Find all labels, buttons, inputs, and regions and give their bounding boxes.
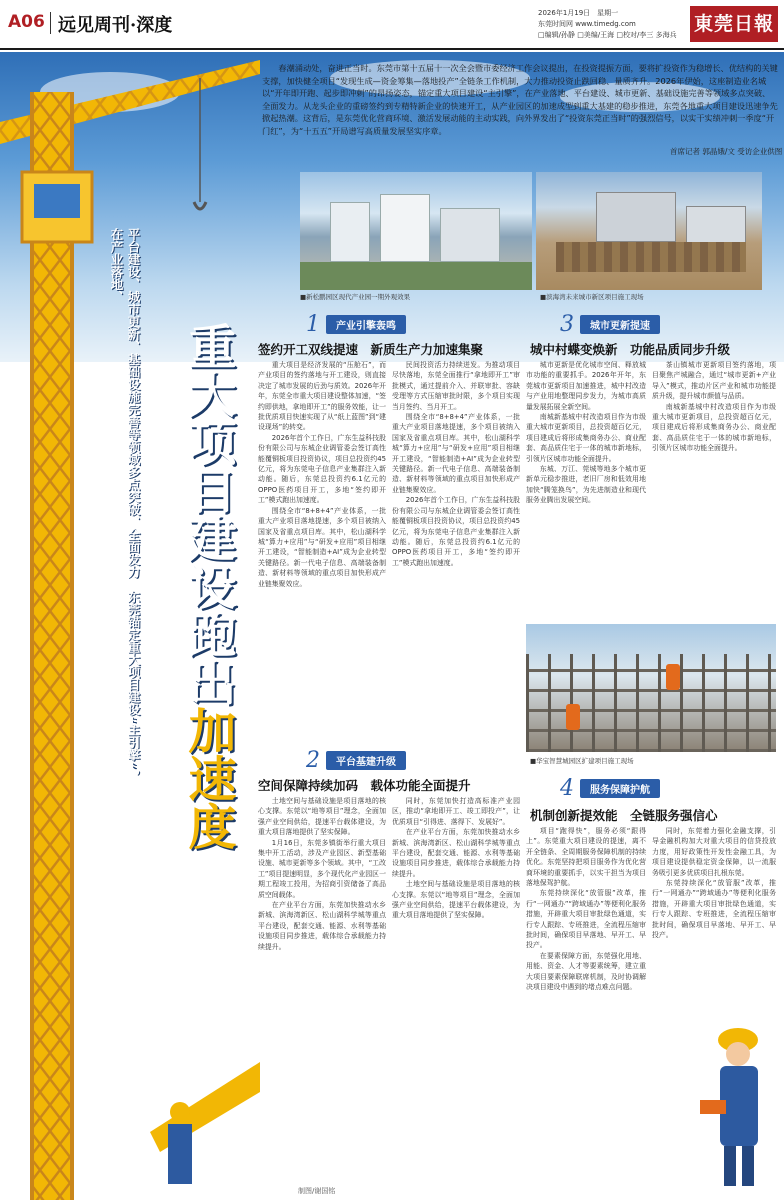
section-number: 4 [560,776,574,801]
steel-beam [150,1062,260,1152]
illustration-credit: 制图/谢国铭 [298,1187,336,1195]
section-number: 3 [560,312,574,337]
crane-window [34,184,80,218]
article-paragraph: 南城新基城中村改造项目作为市级重大城市更新项目，总投资超百亿元，项目建成后将形成集商务办公、商业配套、高品质住宅于一体的城市新地标，引领片区城市功能全面提升。 [652,402,776,453]
article-paragraph: 南城新基城中村改造项目作为市级重大城市更新项目，总投资超百亿元，项目建成后将形成集商务办公、商业配套、高品质住宅于一体的城市新地标，引领片区城市功能全面提升。 [526,413,646,463]
article-paragraph: 在要素保障方面，东莞强化用地、用能、资金、人才等要素统筹，建立重大项目要素保障联席机制，及时协调解决项目建设中遇到的堵点难点问题。 [526,951,646,992]
article-column-4b [652,826,776,1026]
section-heading-2 [306,748,406,773]
article-paragraph: 同时，东莞着力强化金融支撑，引导金融机构加大对重大项目的信贷投放力度，用好政策性开发性金融工具，为项目建设提供稳定资金保障，以一流服务吸引更多优质项目扎根东莞。 [652,827,776,877]
section-label: 平台基建升级 [326,751,406,770]
issue-meta [538,8,688,41]
article-paragraph: 民间投资活力持续迸发。为推动项目尽快落地，东莞全面推行“拿地即开工”审批模式，通过提前介入、并联审批、容缺受理等方式压缩审批时限，多个项目实现当月签约、当月开工。 [392,361,520,411]
section-label: 城市更新提速 [580,315,660,334]
photo-caption: ■滨海湾未来城市新区项目施工现场 [540,293,644,301]
article-paragraph: 东莞持续深化“放管服”改革，推行“一网通办”“跨域通办”等便利化服务措施，开辟重大项目审批绿色通道，实行专人跟踪、专班推进，全流程压缩审批时间，确保项目早落地、早开工、早投产。 [526,889,646,950]
section-title-2: 空间保障持续加码 载体功能全面提升 [258,778,471,793]
article-paragraph: 东莞持续深化“放管服”改革，推行“一网通办”“跨域通办”等便利化服务措施，开辟重大项目审批绿色通道，实行专人跟踪、专班推进，全流程压缩审批时间，确保项目早落地、早开工、早投产。 [652,879,776,940]
worker-hardhat-icon [170,1102,190,1122]
article-paragraph: 项目“跑得快”，服务必须“跟得上”。东莞重大项目建设的提速，离不开全链条、全周期服务保障机制的持续优化。东莞坚持把项目服务作为优化营商环境的重要抓手，以实干担当为项目落地保驾护航。 [526,827,646,888]
worker-illustration [690,1020,780,1190]
newspaper-logo: 東莞日報 [690,6,778,42]
section-title-3: 城中村蝶变焕新 功能品质同步升级 [530,342,731,357]
photo-caption: ■华宝智慧城园区扩建项目施工现场 [530,757,634,765]
page-number: A06 [8,12,45,32]
photo-caption: ■新松鹏园区现代产业园一期外观效果 [300,293,411,301]
photo-construction-site [536,172,762,290]
article-paragraph: 1月16日，东莞多镇街举行重大项目集中开工活动，涉及产业园区、新型基础设施、城市更新等多个领域。其中，“工改工”项目提速明显，多个现代化产业园区一期工程竣工投用，为招商引资储备了高品质空间载体。 [258,838,386,899]
article-paragraph: 在产业平台方面，东莞加快推动水乡新城、滨海湾新区、松山湖科学城等重点平台建设，配套交通、能源、水利等基础设施项目同步推进，载体综合承载能力持续提升。 [258,901,386,951]
article-paragraph: 土地空间与基础设施是项目落地的核心支撑。东莞以“地等项目”理念，全面加强产业空间供给，提速平台载体建设，为重大项目落地提供了坚实保障。 [392,880,520,920]
article-paragraph: 围绕全市“8+8+4”产业体系，一批重大产业项目落地提速，多个项目被纳入国家及省重点项目库。其中，松山湖科学城“算力+应用”与“研发+应用”项目相继开工建设，“智能制造+AI”成为企业转型关键路径。新一代电子信息、高端装备制造、新材料等领域的重点项目加快形成产业链集聚效应。 [258,506,386,588]
section-heading-1 [306,312,406,337]
photo-industrial-park [300,172,532,290]
header-divider [50,12,51,34]
article-column-3b [652,360,776,620]
headline-accent: 加速度 [180,706,236,850]
article-paragraph: 城市更新是优化城市空间、释放城市功能的重要抓手。2026年开年，东莞城市更新项目加速推进，城中村改造与产业用地整理同步发力，为城市高质量发展拓展全新空间。 [526,361,646,411]
feature-headline [170,322,234,850]
section-title-4: 机制创新提效能 全链服务强信心 [530,808,718,823]
hook-icon [194,202,206,209]
byline: 首席记者 郭晶娥/文 受访企业供图 [670,147,783,156]
section-heading-3 [560,312,660,337]
section-title: 远见周刊·深度 [58,15,173,36]
lead-paragraph: 春潮涌动处，奋进正当时。东莞市第十五届十一次全会暨市委经济工作会议提出，在投资提振方面，要将扩投资作为稳增长、优结构的关键支撑，加快健全项目“发现生成—资金筹集—落地投产”全链条工作机制，大力推动投资止跌回稳、量质齐升。2026年伊始，这座制造业名城以“开年即开跑、起步即冲刺”的昂扬姿态，锚定重大项目建设“主引擎”，在产业落地、平台建设、城市更新、基础设施完善等领域多点突破、全面发力。从龙头企业的重磅签约到专精特新企业的快速开工，从产业园区的加速成型到重大基建的稳步推进，东莞各地重大项目建设迅速争先掀起热潮。这背后，是东莞优化营商环境、激活发展动能的主动实践，向外界发出了“投资东莞正当时”的强烈信号，以实干实绩冲刺一季度“开门红”，为“十五五”开局谱写高质量发展坚实序章。 [262,63,778,136]
issue-website[interactable]: 东莞时间网 www.timedg.com [538,20,636,28]
section-heading-4 [560,776,660,801]
article-paragraph: 茶山镇城市更新项目签约落地，项目聚焦产城融合，通过“城市更新+产业导入”模式，推动片区产业和城市功能提质升级，提升城市颜值与品质。 [652,361,776,401]
section-title-1: 签约开工双线提速 新质生产力加速集聚 [258,342,484,357]
section-label: 产业引擎轰鸣 [326,315,406,334]
article-paragraph: 东城、万江、莞城等地多个城市更新单元稳步推进，老旧厂房和低效用地加快“腾笼换鸟”，为先进制造业和现代服务业腾出发展空间。 [526,465,646,505]
page-header [0,0,784,50]
article-column-2a [258,796,386,1156]
article-column-1b [392,360,520,750]
headline-main: 重大项目建设跑出 [180,322,236,706]
toolbox-icon [700,1100,726,1114]
article-column-3a [526,360,646,620]
article-paragraph: 同时，东莞加快打造高标准产业园区，推动“拿地即开工、竣工即投产”，让优质项目“引得进、落得下、发展好”。 [392,797,520,826]
article-column-2b [392,796,520,1156]
article-paragraph: 2026年首个工作日，广东生益科技股份有限公司与东城企业调管委会签订高性能覆铜板项目投资协议，项目总投资约45亿元，将为东莞电子信息产业集群注入新动能。随后，东莞总投资约6.1亿元的OPPO医药项目开工，多地“签约即开工”模式跑出加速度。 [258,433,386,505]
issue-date: 2026年1月19日 星期一 [538,9,619,17]
article-paragraph: 2026年首个工作日，广东生益科技股份有限公司与东城企业调管委会签订高性能覆铜板项目投资协议，项目总投资约45亿元，将为东莞电子信息产业集群注入新动能。随后，东莞总投资约6.1亿元的OPPO医药项目开工，多地“签约即开工”模式跑出加速度。 [392,496,520,567]
article-paragraph: 围绕全市“8+8+4”产业体系，一批重大产业项目落地提速，多个项目被纳入国家及省重点项目库。其中，松山湖科学城“算力+应用”与“研发+应用”项目相继开工建设，“智能制造+AI”成为企业转型关键路径。新一代电子信息、高端装备制造、新材料等领域的重点项目加快形成产业链集聚效应。 [392,413,520,494]
photo-workers-scaffold [526,624,776,752]
issue-editors: □编辑/孙静 □美编/王海 □校对/李三 多海兵 [538,31,677,39]
article-paragraph: 土地空间与基础设施是项目落地的核心支撑。东莞以“地等项目”理念，全面加强产业空间供给，提速平台载体建设，为重大项目落地提供了坚实保障。 [258,797,386,837]
article-paragraph: 重大项目是经济发展的“压舱石”，而产业项目的签约落地与开工建设，则直接决定了城市发展的后劲与质效。2026年开年，东莞全市重大项目建设整体加速，“签约即供地，拿地即开工”的服务效能，让一批优质项目快速实现了从“纸上蓝图”到“建设现场”的转变。 [258,361,386,432]
article-column-4a [526,826,646,1176]
section-label: 服务保障护航 [580,779,660,798]
section-number: 1 [306,312,320,337]
article-column-1a [258,360,386,750]
feature-subheadline: 平台建设、城市更新、基础设施完善等领域多点突破、全面发力 东莞锚定重大项目建设“主引擎”，在产业落地、 [109,228,141,782]
worker-figure [168,1124,192,1184]
article-paragraph: 在产业平台方面，东莞加快推动水乡新城、滨海湾新区、松山湖科学城等重点平台建设，配套交通、能源、水利等基础设施项目同步推进，载体综合承载能力持续提升。 [392,828,520,878]
section-number: 2 [306,748,320,773]
